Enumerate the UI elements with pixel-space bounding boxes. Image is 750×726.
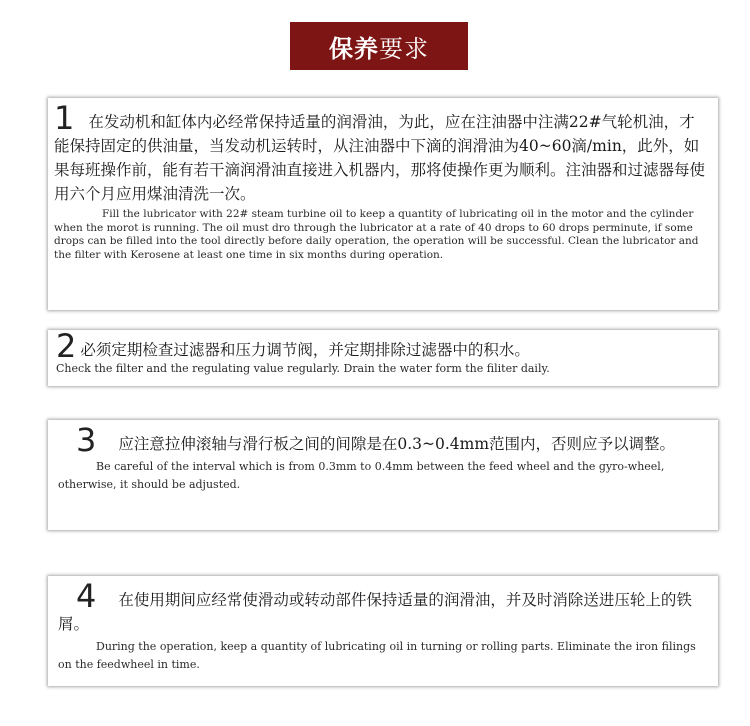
item-cn: 应注意拉伸滚轴与滑行板之间的间隙是在0.3~0.4mm范围内，否则应予以调整。 [118,435,676,453]
maintenance-item-2 [48,327,718,386]
title-light: 要求 [379,34,429,63]
item-en: Check the filter and the regulating value regularly. Drain the water form the filiter daily. [56,362,550,375]
item-cn: 在发动机和缸体内必经常保持适量的润滑油，为此，应在注油器中注满22#气轮机油，才能保持固定的供油量，当发动机运转时，从注油器中下滴的润滑油为40~60滴/min，此外，如果每班操作前，能有若干滴润滑油直接进入机器内，那将使操作更为顺利。注油器和过滤器每使用六个月应用煤油清洗一次。 [54,113,706,203]
maintenance-item-1 [48,98,718,310]
item-en: Fill the lubricator with 22# steam turbine oil to keep a quantity of lubricating oil in the motor and the cylinder when the morot is running. The oil must dro through the lubricator at a rate of 40 drops to 60 drops perminute, if some drops can be filled into the tool directly before daily operation, the operation will be successful. Clean the lubricator and the filter with Kerosene at least one time in six months during operation. [54,208,699,261]
maintenance-item-4 [48,576,718,686]
item-cn: 必须定期检查过滤器和压力调节阀，并定期排除过滤器中的积水。 [80,341,530,359]
item-number: 2 [56,327,77,365]
item-number: 1 [54,99,75,137]
item-cn-text [56,327,708,365]
item-number: 4 [76,577,97,615]
item-en: During the operation, keep a quantity of lubricating oil in turning or rolling parts. Eliminate the iron filings on the feedwheel in time. [58,640,696,671]
item-en: Be careful of the interval which is from 0.3mm to 0.4mm between the feed wheel and the gyro-wheel, otherwise, it should be adjusted. [58,460,665,491]
item-number: 3 [76,421,97,459]
item-cn-text [54,99,708,206]
title-bold: 保养 [329,34,379,63]
item-cn-text [58,421,708,459]
maintenance-item-3 [48,420,718,530]
page-title [290,22,468,70]
item-cn-text [58,577,708,636]
item-cn: 在使用期间应经常使滑动或转动部件保持适量的润滑油，并及时消除送进压轮上的铁屑。 [58,591,692,633]
